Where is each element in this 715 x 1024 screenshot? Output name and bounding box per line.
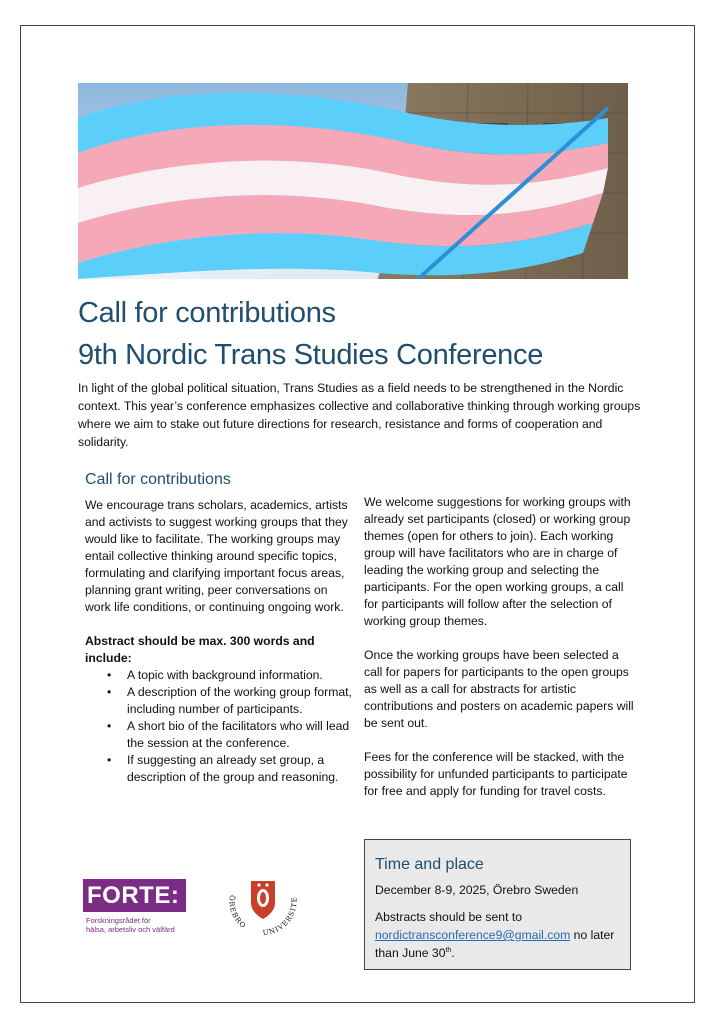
page-title [78, 292, 638, 376]
list-item: • A short bio of the facilitators who will lead the session at the conference. [107, 718, 353, 752]
event-date: December 8-9, 2025, Örebro Sweden [375, 883, 579, 897]
time-and-place-box [364, 839, 631, 970]
orebro-university-logo [222, 877, 304, 937]
time-place-heading: Time and place [375, 856, 484, 873]
list-item: • A description of the working group format, including number of participants. [107, 684, 353, 718]
forte-colon-icon: : [170, 882, 180, 909]
title-line-1: Call for contributions [78, 297, 336, 329]
right-paragraph-selection: Once the working groups have been selected a call for papers for participants to the open groups as well as a call for abstracts for artistic contributions and posters on academic papers will be sent out. [364, 648, 634, 730]
forte-logo [83, 879, 187, 934]
right-paragraph-fees: Fees for the conference will be stacked, with the possibility for unfunded participants to participate for free and apply for funding for travel costs. [364, 750, 628, 798]
email-link[interactable]: nordictransconference9@gmail.com [375, 928, 571, 942]
hero-image [78, 83, 628, 279]
forte-tagline-1: Forskningsrådet för [86, 916, 151, 925]
deadline-suffix: . [451, 946, 455, 960]
section-heading-call: Call for contributions [85, 471, 231, 488]
abstract-submission-text [375, 908, 620, 962]
list-item: • A topic with background information. [107, 667, 353, 684]
intro-paragraph: In light of the global political situation, Trans Studies as a field needs to be strengthened in the Nordic context. This year’s conference emphasizes collective and collaborative thinking through working groups where we aim to stake out future directions for research, resistance and forms of cooperation and solidarity. [78, 381, 641, 449]
title-line-2: 9th Nordic Trans Studies Conference [78, 339, 544, 371]
svg-text:UNIVERSITET: UNIVERSITE [262, 896, 299, 937]
abstracts-prefix: Abstracts should be sent to [375, 910, 523, 924]
orebro-seal-icon [222, 877, 304, 937]
left-column [85, 497, 353, 786]
forte-name: FORTE [87, 882, 171, 909]
forte-tagline-2: hälsa, arbetsliv och välfärd [86, 925, 175, 934]
right-paragraph-working-groups: We welcome suggestions for working groups with already set participants (closed) or working group themes (open for others to join). Each working group will have facilitators who are in charge of leading the working group and selecting the participants. For the open working groups, a call for participants will follow after the selection of working group themes. [364, 495, 631, 628]
abstract-requirements-list [85, 667, 353, 786]
deadline-superscript: th [445, 946, 452, 954]
svg-text:ÖREBRO: ÖREBRO [227, 894, 248, 931]
right-column [364, 494, 634, 817]
deadline-text: no later than June 30 [375, 928, 615, 960]
list-item: • If suggesting an already set group, a description of the group and reasoning. [107, 752, 353, 786]
forte-tagline [83, 916, 187, 934]
forte-wordmark [83, 879, 186, 912]
left-paragraph: We encourage trans scholars, academics, artists and activists to suggest working groups that they would like to facilitate. The working groups may entail collective thinking around specific topics, formulating and clarifying important focus areas, planning grant writing, peer conversations on work life conditions, or continuing ongoing work. [85, 498, 348, 614]
abstract-heading: Abstract should be max. 300 words and include: [85, 634, 315, 665]
transgender-flag-photo-icon [78, 83, 628, 279]
